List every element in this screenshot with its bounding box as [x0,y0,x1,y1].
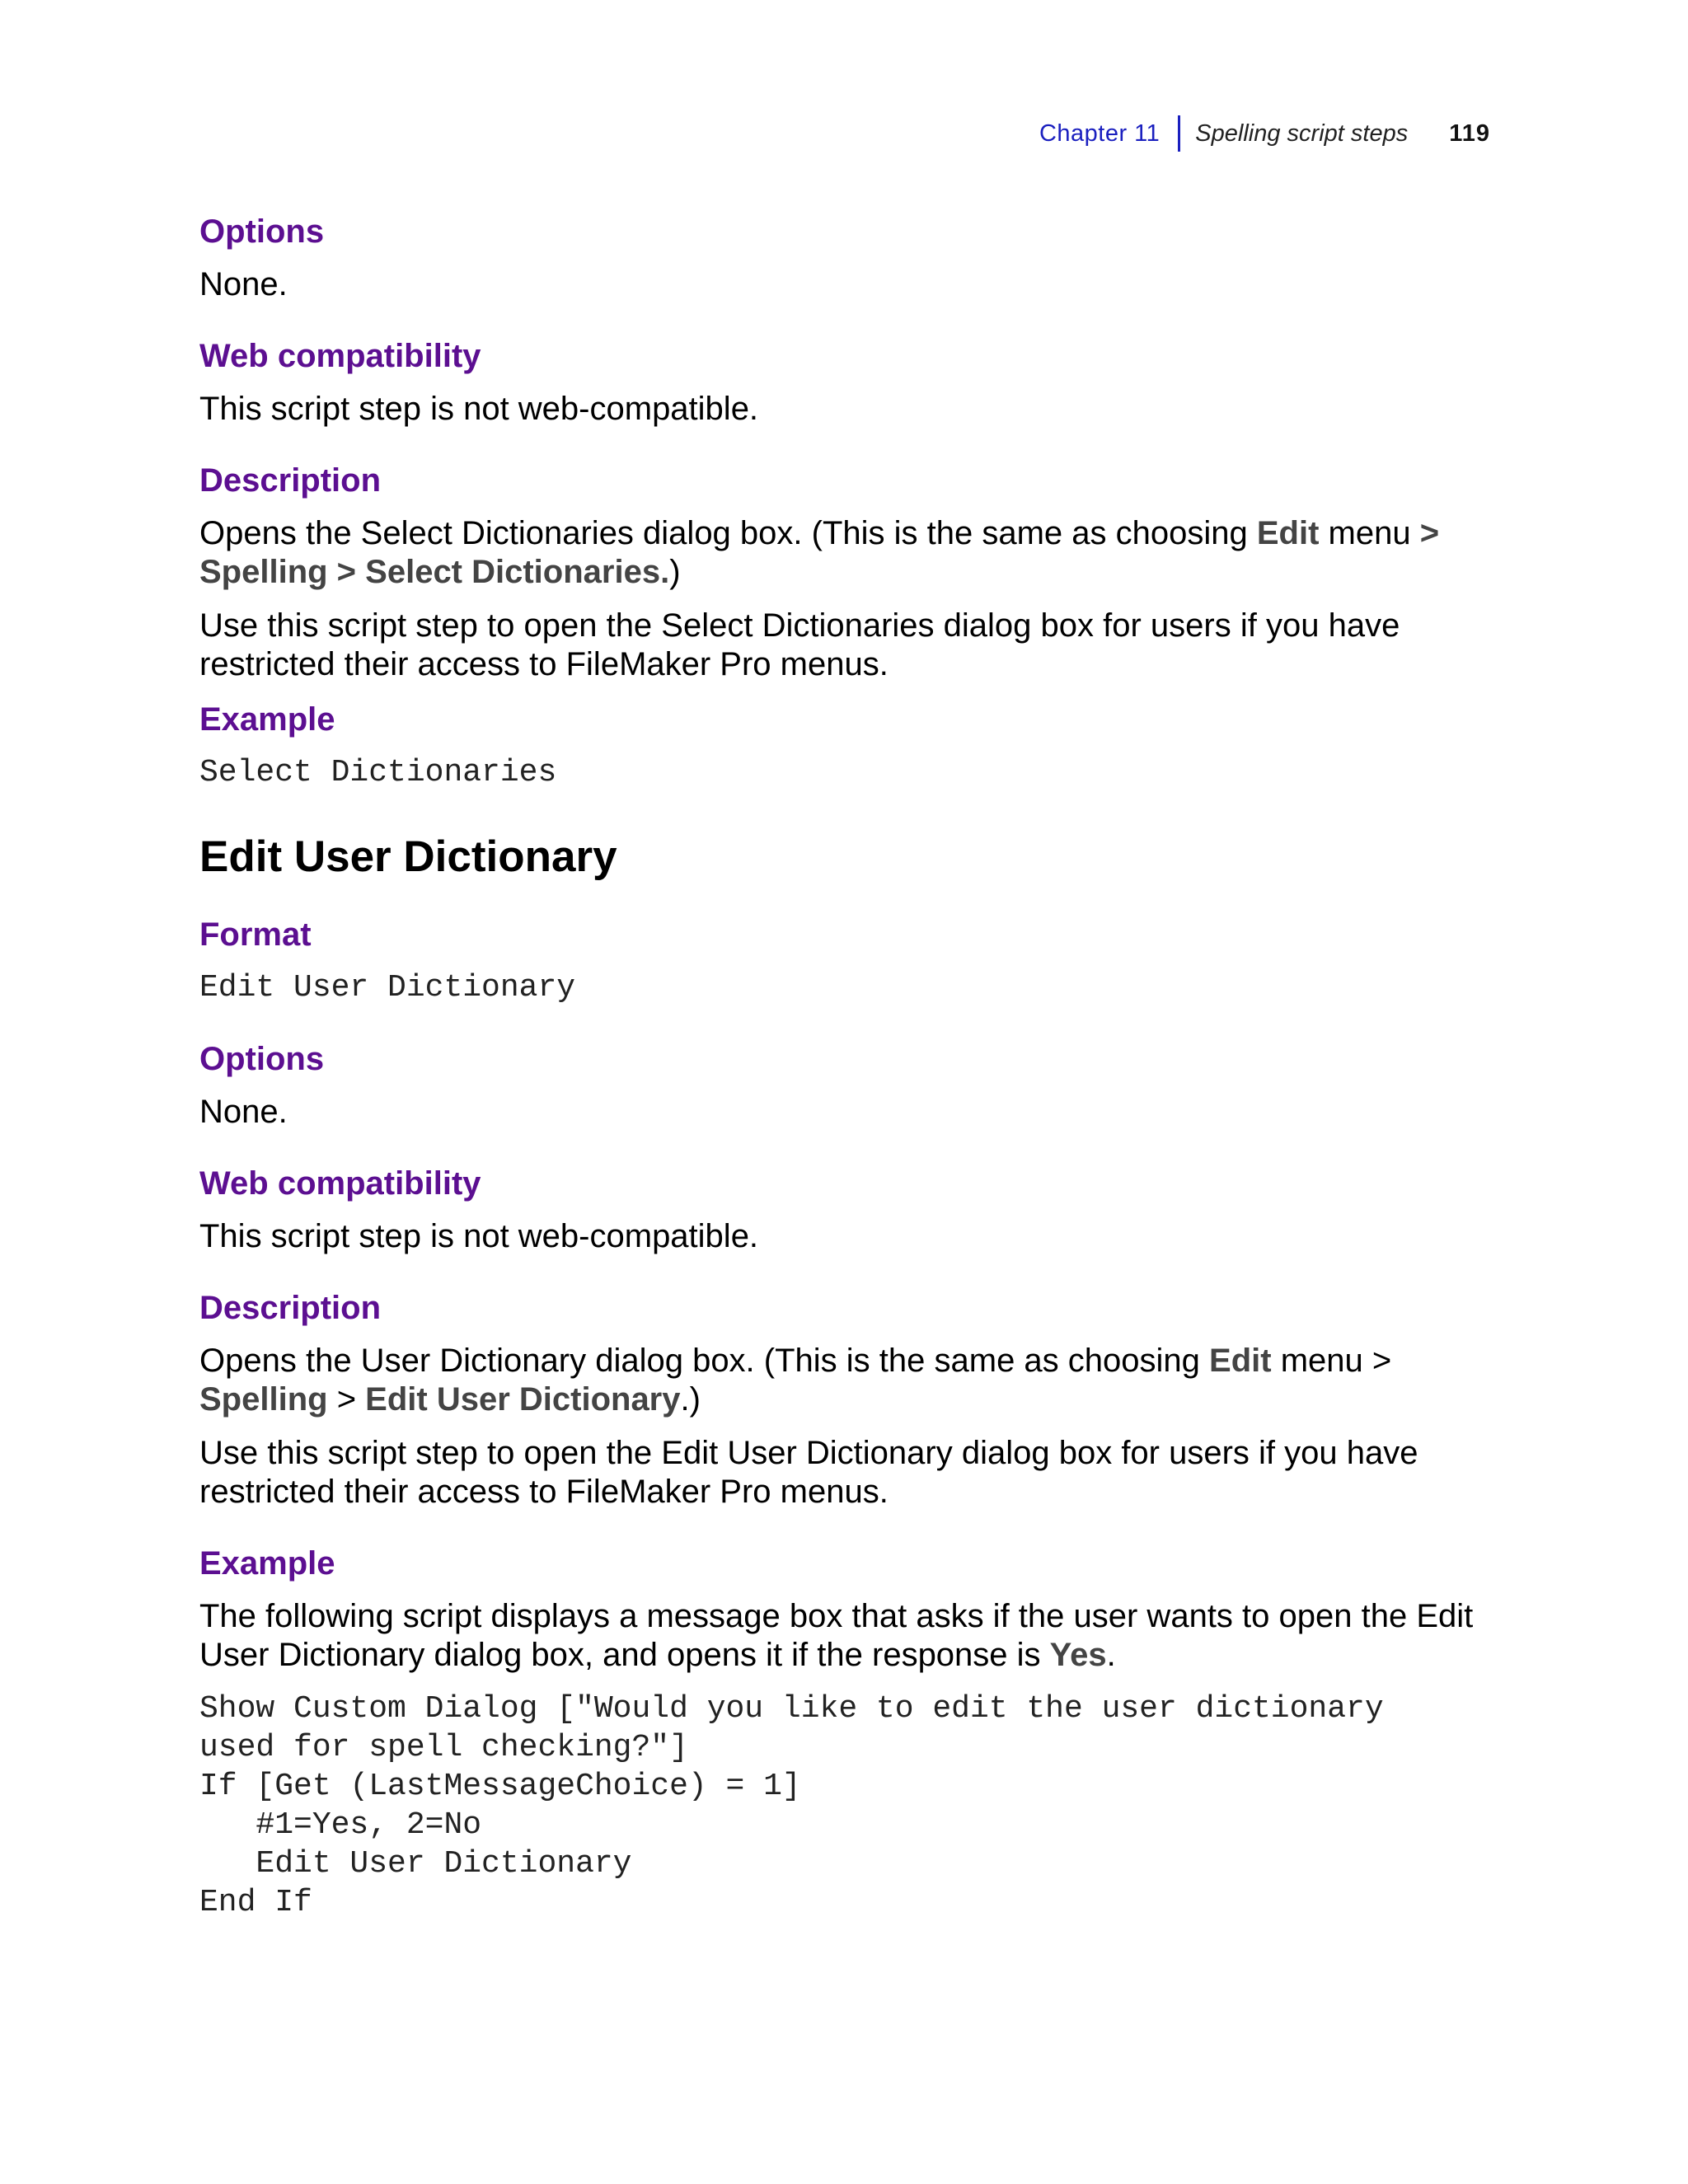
menu-path: > Spelling > Select Dictionaries. [199,515,1440,590]
description-text: menu [1319,515,1420,551]
options-text: None. [199,266,288,302]
chapter-label: Chapter 11 [1039,120,1160,147]
description-text: .) [680,1381,701,1418]
description-text: menu > [1271,1343,1392,1379]
options-heading: Options [199,213,325,250]
format-heading: Format [199,916,312,953]
web-compat-heading: Web compatibility [199,338,481,374]
example-code: Show Custom Dialog ["Would you like to edit the user dictionary used for spell checking?"] If [Get (LastMessageChoice) = 1] #1=Yes, 2=No Edit User Dictionary End If [199,1691,1384,1920]
description-paragraph-2: Use this script step to open the Select Dictionaries dialog box for users if you have restricted their access to FileMaker Pro menus. [199,607,1400,682]
description-paragraph-2: Use this script step to open the Edit User Dictionary dialog box for users if you have restricted their access to FileMaker Pro menus. [199,1435,1418,1510]
web-compat-heading: Web compatibility [199,1165,481,1202]
page-content [199,211,1510,1922]
description-paragraph [199,1342,1510,1419]
script-step-title: Edit User Dictionary [199,832,617,881]
web-compat-text: This script step is not web-compatible. [199,391,759,427]
format-code: Edit User Dictionary [199,970,576,1005]
description-heading: Description [199,462,382,499]
web-compat-text: This script step is not web-compatible. [199,1218,759,1254]
example-heading: Example [199,1545,335,1582]
options-heading: Options [199,1041,325,1077]
response-yes: Yes [1049,1637,1107,1673]
example-intro-text: The following script displays a message box that asks if the user wants to open the Edit User Dictionary dialog box, and opens it if the response is [199,1598,1474,1673]
menu-name-edit: Edit [1209,1343,1272,1379]
menu-name-spelling: Spelling [199,1381,328,1418]
header-divider [1178,115,1180,152]
description-heading: Description [199,1290,382,1326]
options-text: None. [199,1094,288,1130]
menu-item-edit-user-dictionary: Edit User Dictionary [365,1381,681,1418]
description-text: Opens the User Dictionary dialog box. (This is the same as choosing [199,1343,1210,1379]
example-code: Select Dictionaries [199,755,557,790]
running-header [1039,115,1490,152]
example-intro-text: . [1106,1637,1116,1673]
example-intro [199,1597,1510,1675]
description-paragraph [199,514,1510,592]
description-text: Opens the Select Dictionaries dialog box. (This is the same as choosing [199,515,1257,551]
description-text: > [327,1381,366,1418]
menu-name-edit: Edit [1256,515,1320,551]
page-number: 119 [1449,120,1490,147]
example-heading: Example [199,701,335,738]
section-label: Spelling script steps [1195,120,1409,147]
description-text: ) [669,554,681,590]
